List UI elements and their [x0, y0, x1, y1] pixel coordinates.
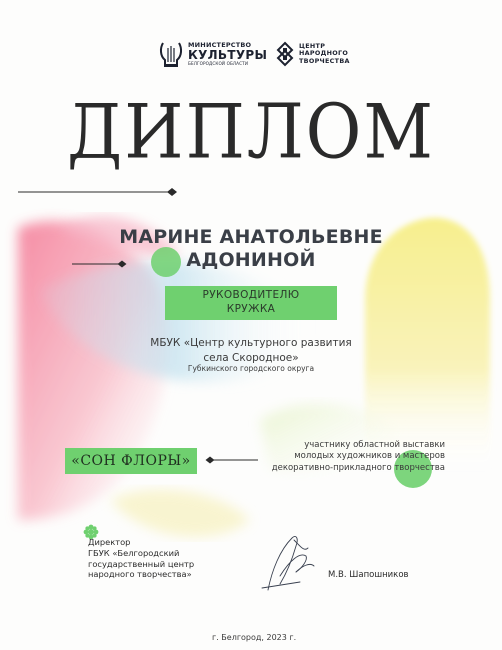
organization: [100, 336, 402, 365]
recipient-line1: МАРИНЕ АНАТОЛЬЕВНЕ: [119, 226, 383, 248]
position-line1: РУКОВОДИТЕЛЮ: [202, 289, 300, 301]
organization-line2: села Скородное»: [203, 351, 299, 364]
organization-district: Губкинского городского округа: [187, 364, 315, 373]
center-logo: [275, 41, 350, 67]
exhibition-description: [215, 440, 445, 474]
signature: [262, 536, 314, 590]
signatory-org-line3: народного творчества»: [88, 569, 192, 580]
diploma-title: ДИПЛОМ: [66, 89, 435, 177]
signatory-role: Директор: [88, 537, 131, 547]
signatory-name: М.В. Шапошников: [328, 570, 409, 580]
position-line2: КРУЖКА: [226, 302, 276, 315]
center-line1: ЦЕНТР: [299, 41, 326, 50]
ministry-line2: КУЛЬТУРЫ: [188, 48, 268, 63]
city-year: г. Белгород, 2023 г.: [212, 633, 297, 642]
ministry-line1: МИНИСТЕРСТВО: [188, 40, 252, 49]
ornament-icon: [275, 41, 295, 67]
lyre-icon: [158, 40, 184, 68]
exhibition-name-badge: «СОН ФЛОРЫ»: [65, 448, 197, 474]
ministry-logo: [158, 40, 267, 68]
center-line3: ТВОРЧЕСТВА: [299, 56, 350, 65]
divider-under-title: [18, 188, 177, 196]
yellow-low: [110, 490, 250, 537]
ministry-line3: БЕЛГОРОДСКОЙ ОБЛАСТИ: [188, 61, 249, 67]
recipient-line2: АДОНИНОЙ: [186, 248, 316, 271]
signatory-org-line1: ГБУК «Белгородский: [88, 547, 180, 558]
organization-line1: МБУК «Центр культурного развития: [150, 337, 352, 349]
exhibition-line3: декоративно-прикладного творчества: [271, 462, 445, 473]
exhibition-line2: молодых художников и мастеров: [294, 451, 445, 462]
signatory-block: [88, 537, 194, 580]
position-badge: [165, 286, 337, 320]
signatory-org-line2: государственный центр: [88, 558, 195, 569]
center-line2: НАРОДНОГО: [299, 49, 349, 58]
exhibition-line1: участнику областной выставки: [304, 440, 445, 450]
recipient-name: [70, 226, 432, 272]
